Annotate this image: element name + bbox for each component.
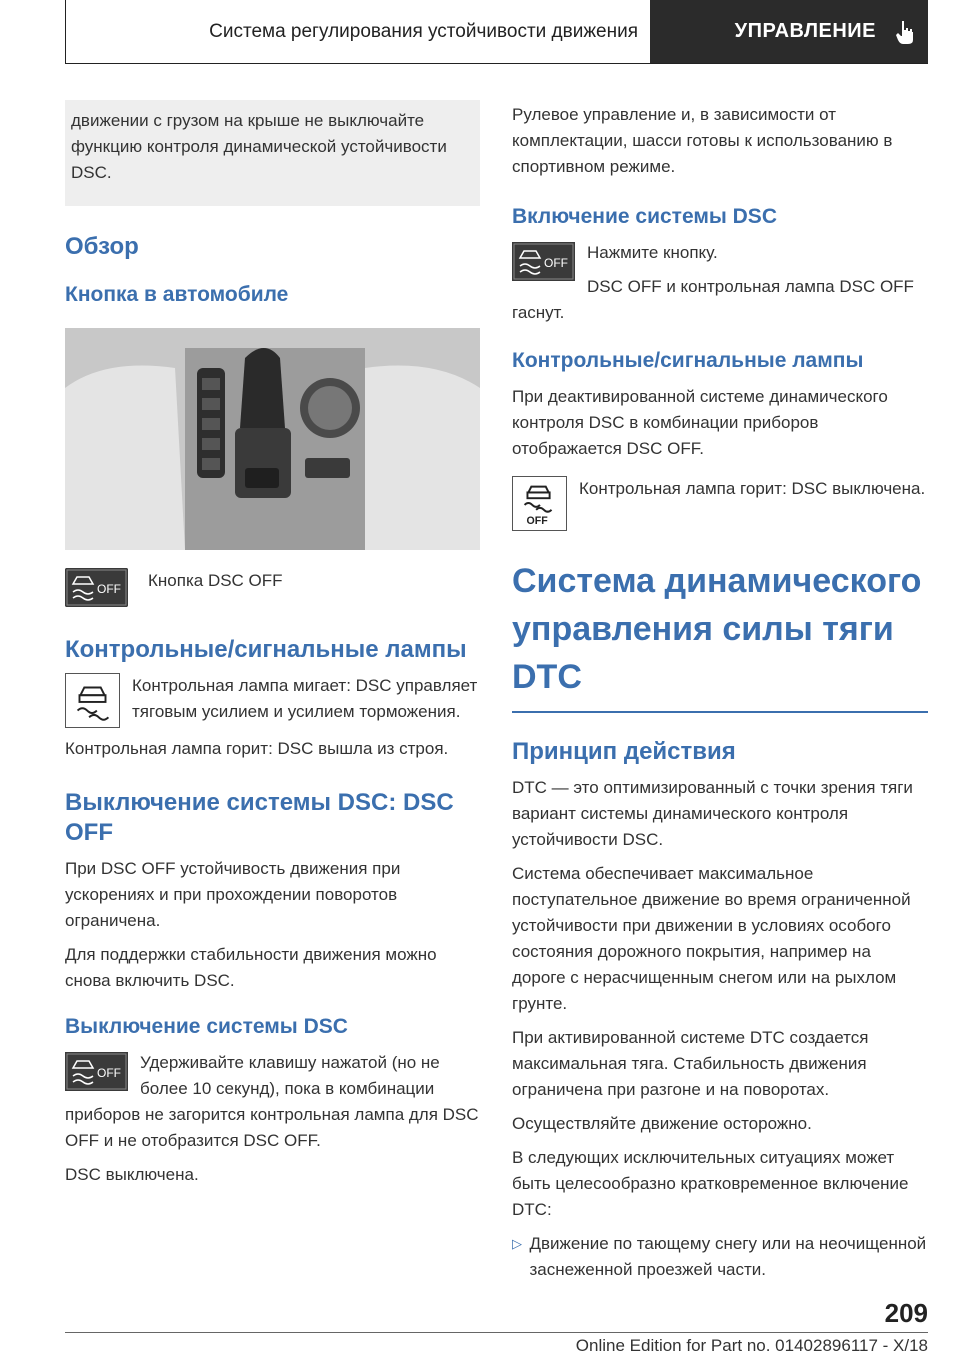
svg-text:OFF: OFF — [97, 1066, 121, 1080]
dsc-off-lamp-row — [512, 476, 928, 531]
dsc-off-lamp-text: Контрольная лампа горит: DSC выключена. — [579, 479, 926, 498]
dsc-off-lamp-icon — [512, 476, 567, 531]
lamp-blink-text: Контрольная лампа мигает: DSC управляет тяговым усилием и усилием торможения. — [132, 676, 478, 721]
svg-text:OFF: OFF — [544, 256, 568, 270]
switch-on-step: Нажмите кнопку. — [587, 243, 718, 262]
console-photo — [65, 328, 480, 550]
heading-dsc-off: Выключение системы DSC: DSC OFF — [65, 789, 454, 846]
dtc-paragraph-5: В следующих исключительных ситуациях может быть целесообразно кратковременное включение DTC: — [512, 1148, 909, 1219]
lamp-on-text: Контрольная лампа горит: DSC вышла из строя. — [65, 739, 449, 758]
footer-edition: Online Edition for Part no. 01402896117 - X/18 — [575, 1336, 928, 1355]
page-header — [65, 0, 928, 64]
switch-on-result: DSC OFF и контрольная лампа DSC OFF гаснут. — [512, 277, 914, 322]
hand-pointer-icon — [894, 19, 916, 45]
dsc-off-paragraph-2: Для поддержки стабильности движения можно снова включить DSC. — [65, 945, 437, 990]
lamps-paragraph: При деактивированной системе динамического контроля DSC в комбинации приборов отображается DSC OFF. — [512, 387, 888, 458]
heading-dtc: Система динамического управления силы тяги DTC — [512, 562, 922, 696]
triangle-bullet-icon: ▷ — [512, 1236, 522, 1251]
heading-overview: Обзор — [65, 233, 139, 260]
header-section-label: УПРАВЛЕНИЕ — [734, 20, 876, 42]
dtc-paragraph-2: Система обеспечивает максимальное поступательное движение во время ограниченной устойчивости при движении в условиях особого состояния дорожного покрытия, например на дороге с нерасчищенным снегом или на рыхлом грунте. — [512, 864, 911, 1013]
heading-button-in-car: Кнопка в автомобиле — [65, 283, 289, 306]
svg-text:OFF: OFF — [526, 515, 548, 528]
heading-switch-on: Включение системы DSC — [512, 205, 777, 228]
heading-lamps-right: Контрольные/сигнальные лампы — [512, 349, 864, 372]
note-text: движении с грузом на крыше не выключайте функцию контроля динамической устойчивости DSC. — [71, 111, 447, 182]
dsc-off-paragraph-1: При DSC OFF устойчивость движения при ускорениях и при прохождении поворотов ограничена. — [65, 859, 401, 930]
dtc-paragraph-1: DTC — это оптимизированный с точки зрения тяги вариант системы динамического контроля устойчивости DSC. — [512, 778, 913, 849]
dsc-off-button-icon — [512, 242, 575, 281]
header-title: Система регулирования устойчивости движения — [209, 20, 638, 42]
dsc-off-button-icon — [65, 1052, 128, 1091]
left-column — [65, 100, 480, 1188]
heading-lamps-left: Контрольные/сигнальные лампы — [65, 636, 467, 663]
switch-on-block — [512, 240, 928, 326]
dtc-paragraph-3: При активированной системе DTC создается максимальная тяга. Стабильность движения ограничена при разгоне и на поворотах. — [512, 1028, 869, 1099]
steering-paragraph: Рулевое управление и, в зависимости от комплектации, шасси готовы к использованию в спортивном режиме. — [512, 105, 893, 176]
page-number: 209 — [884, 1298, 928, 1328]
switch-off-text: Удерживайте клавишу нажатой (но не более 10 секунд), пока в комбинации приборов не загорится контрольная лампа для DSC OFF и не отобразится DSC OFF. — [65, 1053, 479, 1150]
lamp-blink-row — [65, 673, 480, 728]
heading-principle: Принцип действия — [512, 738, 736, 765]
note-box — [65, 100, 480, 206]
right-column — [512, 100, 928, 1283]
heading-rule — [512, 711, 928, 713]
button-caption: Кнопка DSC OFF — [148, 571, 283, 590]
switch-off-block — [65, 1050, 480, 1154]
dsc-off-button-row — [65, 568, 480, 607]
dsc-skid-icon — [65, 673, 120, 728]
dsc-off-button-icon — [65, 568, 128, 607]
dtc-paragraph-4: Осуществляйте движение осторожно. — [512, 1114, 812, 1133]
switch-off-result: DSC выключена. — [65, 1165, 199, 1184]
list-item — [512, 1231, 928, 1283]
svg-text:OFF: OFF — [97, 582, 121, 596]
footer-rule — [65, 1332, 928, 1333]
header-section — [650, 0, 928, 63]
bullet-text: Движение по тающему снегу или на неочищенной заснеженной проезжей части. — [529, 1234, 927, 1279]
heading-switch-off: Выключение системы DSC — [65, 1015, 348, 1038]
